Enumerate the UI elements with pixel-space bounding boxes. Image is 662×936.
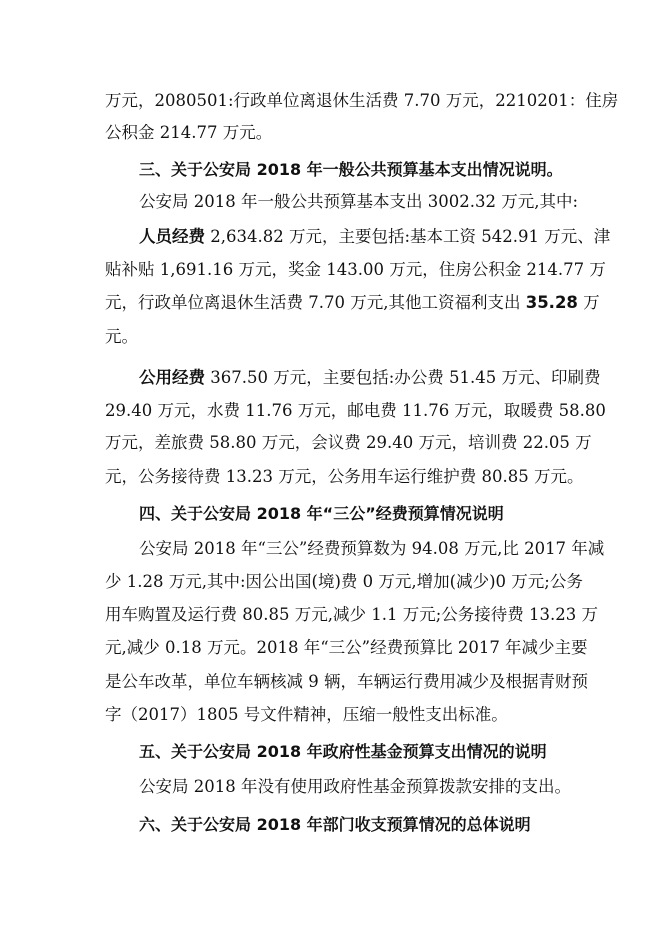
paragraph-line: 万元，差旅费 58.80 万元，会议费 29.40 万元，培训费 22.05 万 <box>105 433 592 452</box>
public-expense-label: 公用经费 <box>139 368 205 387</box>
section-heading: 五、关于公安局 2018 年政府性基金预算支出情况的说明 <box>139 742 547 761</box>
paragraph-line: 公安局 2018 年“三公”经费预算数为 94.08 万元,比 2017 年减 <box>139 539 605 558</box>
paragraph-line: 公安局 2018 年一般公共预算基本支出 3002.32 万元,其中: <box>139 192 579 211</box>
paragraph-line: 字（2017）1805 号文件精神，压缩一般性支出标准。 <box>105 705 508 724</box>
section-heading: 六、关于公安局 2018 年部门收支预算情况的总体说明 <box>139 815 531 834</box>
paragraph-line: 万元，2080501:行政单位离退休生活费 7.70 万元，2210201：住房 <box>105 91 619 110</box>
paragraph-line: 公积金 214.77 万元。 <box>105 123 273 142</box>
public-expense-line: 公用经费 367.50 万元，主要包括:办公费 51.45 万元、印刷费 <box>139 368 601 387</box>
personnel-expense-label: 人员经费 <box>139 227 205 246</box>
paragraph-line: 用车购置及运行费 80.85 万元,减少 1.1 万元;公务接待费 13.23 万 <box>105 605 598 624</box>
paragraph-line: 公安局 2018 年没有使用政府性基金预算拨款安排的支出。 <box>139 777 571 796</box>
paragraph-line: 元，行政单位离退休生活费 7.70 万元,其他工资福利支出 35.28 万 <box>105 293 600 312</box>
other-welfare-amount: 35.28 <box>525 293 578 312</box>
paragraph-line: 贴补贴 1,691.16 万元，奖金 143.00 万元，住房公积金 214.77 万 <box>105 260 606 279</box>
paragraph-line: 元,减少 0.18 万元。2018 年“三公”经费预算比 2017 年减少主要 <box>105 638 588 657</box>
paragraph-line: 少 1.28 万元,其中:因公出国(境)费 0 万元,增加(减少)0 万元;公务 <box>105 572 583 591</box>
section-heading: 三、关于公安局 2018 年一般公共预算基本支出情况说明。 <box>139 160 563 179</box>
paragraph-line: 元。 <box>105 327 138 346</box>
personnel-expense-line: 人员经费 2,634.82 万元，主要包括:基本工资 542.91 万元、津 <box>139 227 611 246</box>
paragraph-line: 元，公务接待费 13.23 万元，公务用车运行维护费 80.85 万元。 <box>105 467 584 486</box>
paragraph-line: 29.40 万元，水费 11.76 万元，邮电费 11.76 万元，取暖费 58.80 <box>105 401 606 420</box>
section-heading: 四、关于公安局 2018 年“三公”经费预算情况说明 <box>139 504 504 523</box>
paragraph-line: 是公车改革，单位车辆核减 9 辆，车辆运行费用减少及根据青财预 <box>105 672 588 691</box>
